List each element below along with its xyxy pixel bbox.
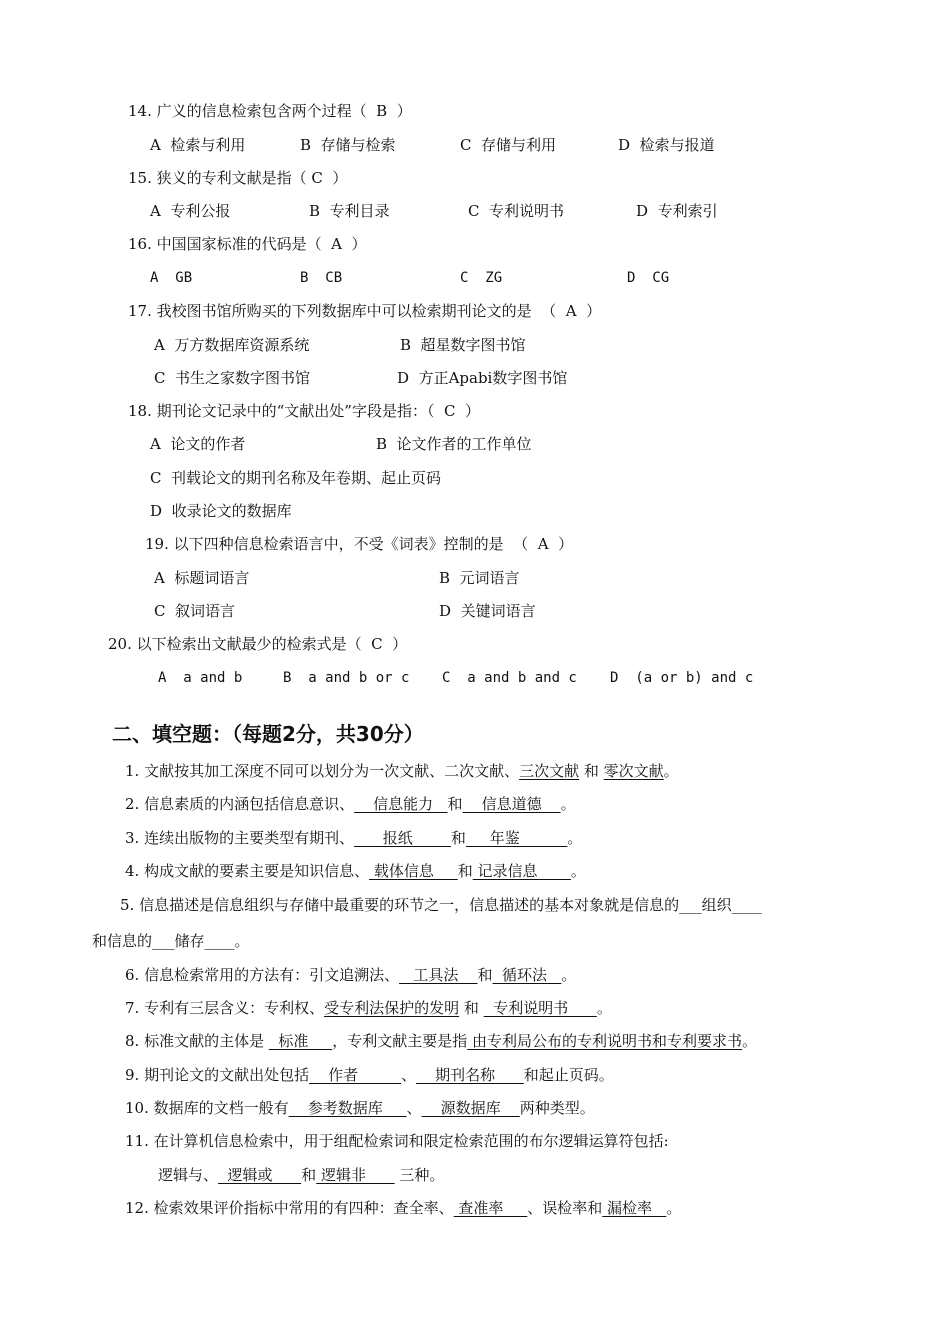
q17-option-d: D 方正Apabi数字图书馆 (397, 369, 568, 387)
answer-blank: 年鉴 (465, 829, 568, 847)
answer-blank: 参考数据库 (288, 1099, 407, 1117)
fill-question-12: 12. 检索效果评价指标中常用的有四种：查全率、 查准率 、误检率和 漏检率 。 (125, 1199, 682, 1217)
q20-option-a: A a and b (158, 670, 243, 686)
answer-blank: 标准 (268, 1032, 333, 1050)
answer-blank: 查准率 (453, 1199, 528, 1217)
answer-blank: 漏检率 (602, 1199, 667, 1217)
answer-blank: 受专利法保护的发明 (324, 999, 460, 1017)
answer-blank: 源数据库 (421, 1099, 520, 1117)
answer-blank: 期刊名称 (416, 1066, 524, 1084)
q19-option-d: D 关键词语言 (439, 602, 536, 620)
q20-option-d: D (a or b) and c (610, 670, 754, 686)
q15-option-a: A 专利公报 (150, 202, 231, 220)
fill-question-7: 7. 专利有三层含义：专利权、受专利法保护的发明 和 专利说明书 。 (125, 999, 612, 1017)
q16-option-d: D CG (627, 270, 670, 286)
q16-option-b: B CB (300, 270, 343, 286)
answer-blank: 逻辑或 (218, 1166, 302, 1184)
fill-question-11: 11. 在计算机信息检索中，用于组配检索词和限定检索范围的布尔逻辑运算符包括: (125, 1132, 669, 1150)
answer-blank: 专利说明书 (483, 999, 597, 1017)
fill-question-5: 5. 信息描述是信息组织与存储中最重要的环节之一，信息描述的基本对象就是信息的___组织____ (120, 896, 762, 914)
answer-blank: 由专利局公布的专利说明书和专利要求书 (467, 1032, 743, 1050)
q18-option-c: C 刊载论文的期刊名称及年卷期、起止页码 (150, 469, 442, 487)
q15-option-d: D 专利索引 (636, 202, 718, 220)
answer-blank: 工具法 (399, 966, 478, 984)
q18-option-a: A 论文的作者 (150, 435, 246, 453)
fill-question-6: 6. 信息检索常用的方法有：引文追溯法、 工具法 和 循环法 。 (125, 966, 577, 984)
fill-question-11-cont: 逻辑与、 逻辑或 和 逻辑非 三种。 (158, 1166, 445, 1184)
fill-question-1: 1. 文献按其加工深度不同可以划分为一次文献、二次文献、三次文献 和 零次文献。 (125, 762, 679, 780)
question-19-stem: 19. 以下四种信息检索语言中，不受《词表》控制的是 （ A ） (145, 535, 574, 553)
fill-question-4: 4. 构成文献的要素主要是知识信息、 载体信息 和 记录信息 。 (125, 862, 586, 880)
question-14-stem: 14. 广义的信息检索包含两个过程（ B ） (128, 102, 412, 120)
q18-option-d: D 收录论文的数据库 (150, 502, 292, 520)
q18-option-b: B 论文作者的工作单位 (376, 435, 532, 453)
answer-blank: 循环法 (492, 966, 562, 984)
answer-blank: 逻辑非 (316, 1166, 395, 1184)
q19-option-b: B 元词语言 (439, 569, 520, 587)
question-18-stem: 18. 期刊论文记录中的“文献出处”字段是指：（ C ） (128, 402, 481, 420)
question-16-stem: 16. 中国国家标准的代码是（ A ） (128, 235, 367, 253)
q17-option-b: B 超星数字图书馆 (400, 336, 526, 354)
q14-option-b: B 存储与检索 (300, 136, 396, 154)
fill-question-10: 10. 数据库的文档一般有 参考数据库 、 源数据库 两种类型。 (125, 1099, 595, 1117)
answer-blank: 信息道德 (462, 795, 561, 813)
q15-option-b: B 专利目录 (309, 202, 390, 220)
answer-blank: 信息能力 (354, 795, 448, 813)
answer-blank: ___储存____ (152, 932, 235, 950)
fill-question-9: 9. 期刊论文的文献出处包括 作者 、 期刊名称 和起止页码。 (125, 1066, 614, 1084)
answer-blank: 记录信息 (472, 862, 571, 880)
section-heading: 二、填空题：（每题2分，共30分） (112, 722, 424, 746)
question-15-stem: 15. 狭义的专利文献是指（ C ） (128, 169, 348, 187)
answer-blank: 报纸 (354, 829, 451, 847)
fill-question-2: 2. 信息素质的内涵包括信息意识、 信息能力 和 信息道德 。 (125, 795, 576, 813)
answer-blank: 三次文献 (519, 762, 580, 780)
q15-option-c: C 专利说明书 (468, 202, 565, 220)
answer-blank: 作者 (309, 1066, 402, 1084)
answer-blank: ___组织____ (679, 896, 762, 914)
answer-blank: 零次文献 (603, 762, 664, 780)
q16-option-a: A GB (150, 270, 193, 286)
q20-option-c: C a and b and c (442, 670, 577, 686)
q20-option-b: B a and b or c (283, 670, 410, 686)
fill-question-8: 8. 标准文献的主体是 标准 ，专利文献主要是指 由专利局公布的专利说明书和专利要求书。 (125, 1032, 758, 1050)
fill-question-5-cont: 和信息的___储存____。 (92, 932, 250, 950)
fill-question-3: 3. 连续出版物的主要类型有期刊、 报纸 和 年鉴 。 (125, 829, 583, 847)
q17-option-c: C 书生之家数字图书馆 (154, 369, 311, 387)
q19-option-c: C 叙词语言 (154, 602, 236, 620)
q19-option-a: A 标题词语言 (154, 569, 250, 587)
answer-blank: 载体信息 (369, 862, 458, 880)
q16-option-c: C ZG (460, 270, 503, 286)
q14-option-c: C 存储与利用 (460, 136, 557, 154)
q14-option-d: D 检索与报道 (618, 136, 715, 154)
question-17-stem: 17. 我校图书馆所购买的下列数据库中可以检索期刊论文的是 （ A ） (128, 302, 602, 320)
q14-option-a: A 检索与利用 (150, 136, 246, 154)
q17-option-a: A 万方数据库资源系统 (154, 336, 310, 354)
question-20-stem: 20. 以下检索出文献最少的检索式是（ C ） (108, 635, 408, 653)
